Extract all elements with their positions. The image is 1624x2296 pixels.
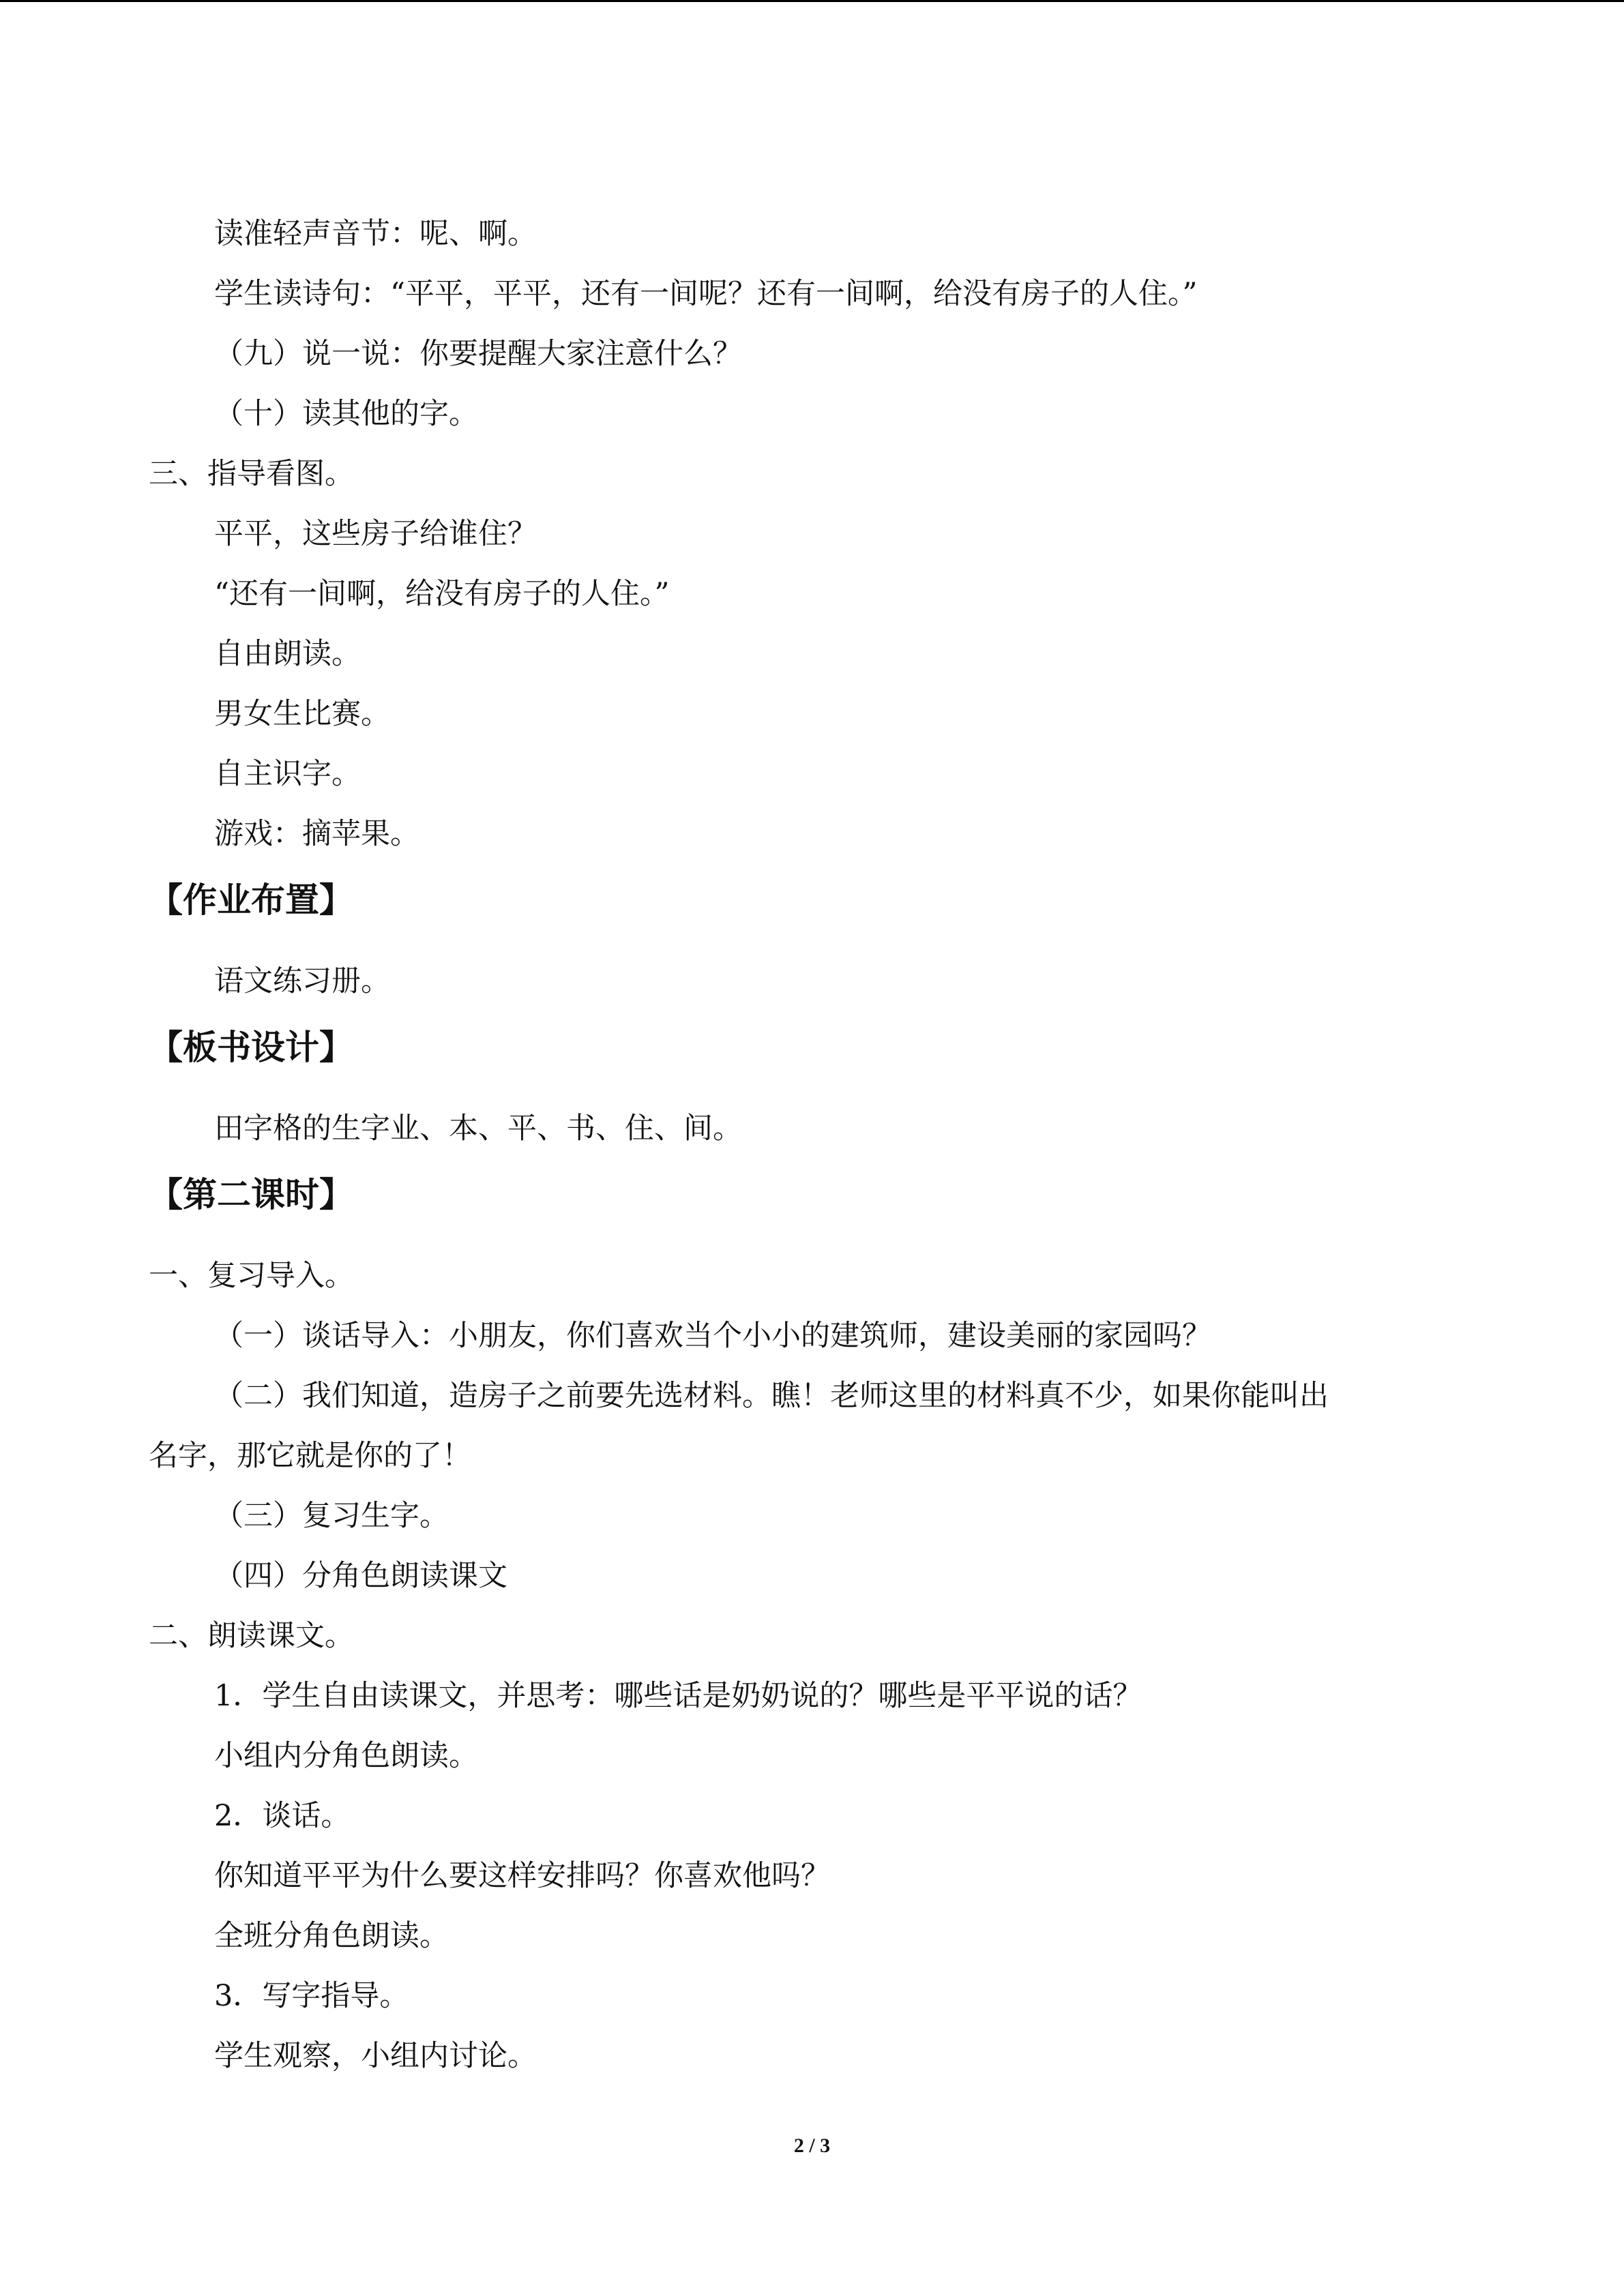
- text-line: 名字，那它就是你的了！: [149, 1439, 471, 1473]
- text-line: 学生读诗句：“平平，平平，还有一间呢？还有一间啊，给没有房子的人住。”: [214, 277, 1198, 311]
- text-line: 平平，这些房子给谁住？: [214, 517, 537, 551]
- text-line: 游戏：摘苹果。: [214, 817, 419, 851]
- page-top-border: [0, 0, 1624, 2]
- text-line: （一）谈话导入：小朋友，你们喜欢当个小小的建筑师，建设美丽的家园吗？: [214, 1319, 1211, 1353]
- text-line: “还有一间啊，给没有房子的人住。”: [214, 577, 670, 611]
- board-text: 田字格的生字业、本、平、书、住、间。: [214, 1112, 742, 1146]
- text-line: （九）说一说：你要提醒大家注意什么？: [214, 337, 742, 371]
- section-title: 一、复习导入。: [149, 1259, 354, 1293]
- text-line: （二）我们知道，造房子之前要先选材料。瞧！老师这里的材料真不少，如果你能叫出: [214, 1379, 1329, 1413]
- text-line: 读准轻声音节：呢、啊。: [214, 217, 537, 251]
- heading-board-design: 【板书设计】: [149, 1028, 353, 1067]
- text-line: 小组内分角色朗读。: [214, 1739, 478, 1773]
- text-line: （十）读其他的字。: [214, 397, 478, 431]
- text-line: 全班分角色朗读。: [214, 1919, 449, 1953]
- page-number: 2 / 3: [793, 2134, 831, 2157]
- text-line: 男女生比赛。: [214, 697, 390, 731]
- text-line: （四）分角色朗读课文: [214, 1559, 507, 1593]
- text-line: 2．谈话。: [214, 1799, 351, 1833]
- text-line: 1．学生自由读课文，并思考：哪些话是奶奶说的？哪些是平平说的话？: [214, 1679, 1142, 1713]
- heading-homework: 【作业布置】: [149, 880, 353, 920]
- text-line: 你知道平平为什么要这样安排吗？你喜欢他吗？: [214, 1859, 830, 1893]
- text-line: （三）复习生字。: [214, 1499, 449, 1533]
- section-title: 二、朗读课文。: [149, 1619, 354, 1653]
- heading-second-lesson: 【第二课时】: [149, 1175, 353, 1214]
- text-line: 自由朗读。: [214, 637, 361, 671]
- text-line: 自主识字。: [214, 757, 361, 791]
- text-line: 学生观察，小组内讨论。: [214, 2039, 537, 2073]
- homework-text: 语文练习册。: [214, 964, 390, 998]
- section-title: 三、指导看图。: [149, 457, 354, 491]
- text-line: 3．写字指导。: [214, 1979, 409, 2013]
